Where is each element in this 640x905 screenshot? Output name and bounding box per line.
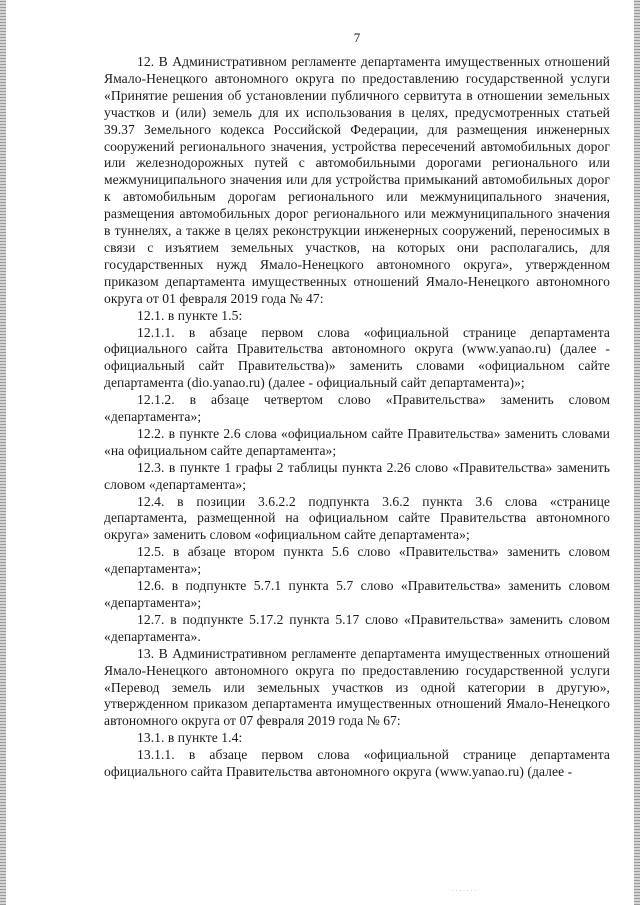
- document-body: [104, 54, 610, 781]
- document-page: [104, 30, 610, 781]
- scan-footer-mark: · · · · · · ·: [452, 888, 476, 894]
- paragraph-13-1-1: 13.1.1. в абзаце первом слова «официальной странице департамента официального сайта Правительства автономного округа (www.yanao.ru) (далее -: [104, 747, 610, 780]
- paragraph-13: 13. В Административном регламенте департамента имущественных отношений Ямало-Ненецкого автономного округа по предоставлению государственной услуги «Перевод земель или земельных участков из одной категории в другую», утвержденном приказом департамента имущественных отношений Ямало-Ненецкого автономного округа от 07 февраля 2019 года № 67:: [104, 645, 610, 729]
- paragraph-12: 12. В Административном регламенте департамента имущественных отношений Ямало-Ненецкого автономного округа по предоставлению государственной услуги «Принятие решения об установлении публичного сервитута в отношении земельных участков и (или) земель для их использования в целях, предусмотренных статьей 39.37 Земельного кодекса Российской Федерации, для размещения инженерных сооружений регионального значения, устройства пересечений автомобильных дорог или железнодорожных путей с автомобильными дорогами регионального или межмуниципального значения или для устройства примыканий автомобильных дорог к автомобильным дорогам регионального или межмуниципального значения, размещения автомобильных дорог регионального или межмуниципального значения в туннелях, а также в целях реконструкции инженерных сооружений, переносимых в связи с изъятием земельных участков, на которых они располагались, для государственных нужд Ямало-Ненецкого автономного округа», утвержденном приказом департамента имущественных отношений Ямало-Ненецкого автономного округа от 01 февраля 2019 года № 47:: [104, 54, 610, 306]
- page-number: 7: [353, 30, 361, 45]
- paragraph-12-2: 12.2. в пункте 2.6 слова «официальном сайте Правительства» заменить словами «на официальном сайте департамента»;: [104, 425, 610, 458]
- paragraph-12-4: 12.4. в позиции 3.6.2.2 подпункта 3.6.2 пункта 3.6 слова «странице департамента, размещенной на официальном сайте Правительства автономного округа» заменить словом «официальном сайте департамента»;: [104, 493, 610, 543]
- paragraph-12-3: 12.3. в пункте 1 графы 2 таблицы пункта 2.26 слово «Правительства» заменить словом «департамента»;: [104, 459, 610, 492]
- paragraph-12-5: 12.5. в абзаце втором пункта 5.6 слово «Правительства» заменить словом «департамента»;: [104, 544, 610, 577]
- paragraph-12-1-1: 12.1.1. в абзаце первом слова «официальной странице департамента официального сайта Правительства автономного округа (www.yanao.ru) (далее - официальный сайт Правительства)» заменить словами «официальном сайте департамента (dio.yanao.ru) (далее - официальный сайт департамента)»;: [104, 324, 610, 391]
- scan-edge-left: [0, 0, 6, 905]
- paragraph-12-6: 12.6. в подпункте 5.7.1 пункта 5.7 слово «Правительства» заменить словом «департамента»;: [104, 578, 610, 610]
- paragraph-12-7: 12.7. в подпункте 5.17.2 пункта 5.17 слово «Правительства» заменить словом «департамента».: [104, 611, 610, 644]
- paragraph-12-1: 12.1. в пункте 1.5:: [137, 307, 243, 323]
- scan-edge-right: [634, 0, 640, 905]
- paragraph-13-1: 13.1. в пункте 1.4:: [137, 730, 243, 746]
- paragraph-12-1-2: 12.1.2. в абзаце четвертом слово «Правительства» заменить словом «департамента»;: [104, 392, 610, 425]
